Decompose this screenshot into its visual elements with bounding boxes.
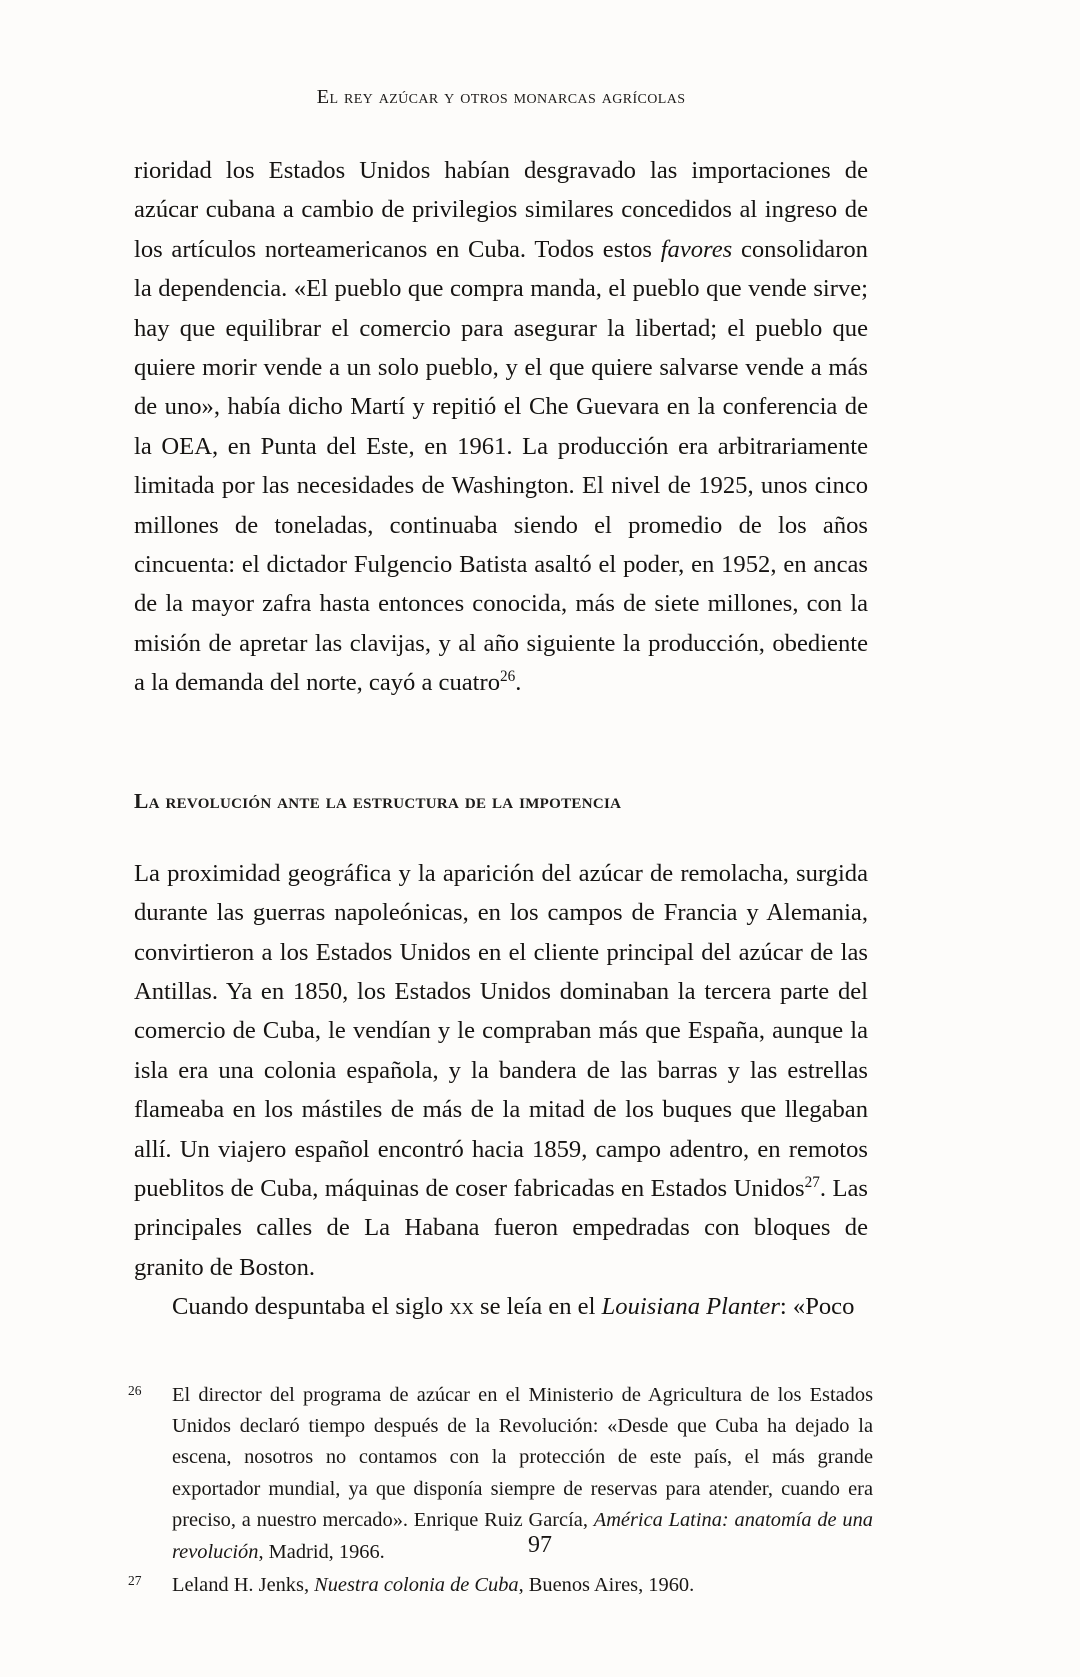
footnote-marker-26: 26 bbox=[128, 1382, 142, 1398]
footnote-text-part: El director del programa de azúcar en el Ministerio de Agricultura de los Estados Unidos declaró tiempo después de la Revolución: «Desde que Cuba ha dejado la escena, nosotros no contamos con la protección de este país, el más grande exportador mundial, ya que disponía siempre de reservas para atender, cuando era preciso, a nuestro mercado». Enrique Ruiz García, bbox=[172, 1383, 873, 1532]
paragraph-section-opening bbox=[134, 854, 868, 1287]
paragraph-text-part: La proximidad geográfica y la aparición del azúcar de remolacha, surgida durante las guerras napoleónicas, en los campos de Francia y Alemania, convirtieron a los Estados Unidos en el cliente principal del azúcar de las Antillas. Ya en 1850, los Estados Unidos dominaban la tercera parte del comercio de Cuba, le vendían y le compraban más que España, aunque la isla era una colonia española, y la bandera de las barras y las estrellas flameaba en los mástiles de más de la mitad de los buques que llegaban allí. Un viajero español encontró hacia 1859, campo adentro, en remotos pueblitos de Cuba, máquinas de coser fabricadas en Estados Unidos bbox=[134, 859, 868, 1202]
footnote-ref-27[interactable]: 27 bbox=[804, 1173, 820, 1191]
page-number: 97 bbox=[528, 1532, 552, 1558]
paragraph-text-part: consolidaron la dependencia. «El pueblo que compra manda, el pueblo que vende sirve; hay que equilibrar el comercio para asegurar la libertad; el pueblo que quiere morir vende a un solo pueblo, y el que quiere salvarse vende a más de uno», había dicho Martí y repitió el Che Guevara en la conferencia de la OEA, en Punta del Este, en 1961. La producción era arbitrariamente limitada por las necesidades de Washington. El nivel de 1925, unos cinco millones de toneladas, continuaba siendo el promedio de los años cincuenta: el dictador Fulgencio Batista asaltó el poder, en 1952, en ancas de la mayor zafra hasta entonces conocida, más de siete millones, con la misión de apretar las clavijas, y al año siguiente la producción, obediente a la demanda del norte, cayó a cuatro bbox=[134, 235, 868, 697]
paragraph-text-part: rioridad los Estados Unidos habían desgravado las importaciones de azúcar cubana a cambio de privilegios similares concedidos al ingreso de los artículos norteamericanos en Cuba. Todos estos bbox=[134, 157, 868, 263]
paragraph-text-part: se leía en el bbox=[473, 1293, 602, 1321]
section-heading bbox=[134, 789, 868, 814]
footnote-text-27 bbox=[172, 1570, 873, 1601]
footnote-marker-27: 27 bbox=[128, 1573, 142, 1588]
footnote-text-part: , Madrid, 1966. bbox=[258, 1540, 385, 1563]
footnote-ref-26[interactable]: 26 bbox=[500, 668, 516, 686]
italic-title-louisiana-planter: Louisiana Planter bbox=[601, 1293, 780, 1321]
paragraph-continuation bbox=[134, 151, 868, 703]
italic-title-america-latina: América Latina: anatomía de una revolución bbox=[172, 1509, 873, 1563]
italic-term-favores: favores bbox=[660, 235, 733, 263]
paragraph-text-part: Cuando despuntaba el siglo bbox=[172, 1293, 450, 1321]
footnote-text-part: Leland H. Jenks, bbox=[172, 1574, 315, 1596]
footnote-item bbox=[128, 1570, 873, 1601]
page-content-column bbox=[128, 0, 873, 1677]
footnote-text-part: , Buenos Aires, 1960. bbox=[518, 1574, 695, 1596]
century-numeral: xx bbox=[449, 1294, 474, 1321]
running-head bbox=[134, 86, 868, 109]
italic-title-nuestra-colonia: Nuestra colonia de Cuba bbox=[314, 1574, 519, 1596]
section-heading-initial: L bbox=[134, 788, 149, 813]
paragraph-louisiana-planter bbox=[134, 1287, 868, 1327]
paragraph-text-part: : «Poco bbox=[779, 1293, 855, 1321]
running-head-initial: E bbox=[316, 86, 330, 108]
footnote-block bbox=[128, 1380, 873, 1602]
running-head-text: l rey azúcar y otros monarcas agrícolas bbox=[329, 86, 686, 108]
section-heading-text: a revolución ante la estructura de la impotencia bbox=[148, 788, 622, 813]
paragraph-text-part: . Las principales calles de La Habana fueron empedradas con bloques de granito de Boston. bbox=[134, 1174, 868, 1281]
paragraph-text-part: . bbox=[515, 669, 522, 697]
